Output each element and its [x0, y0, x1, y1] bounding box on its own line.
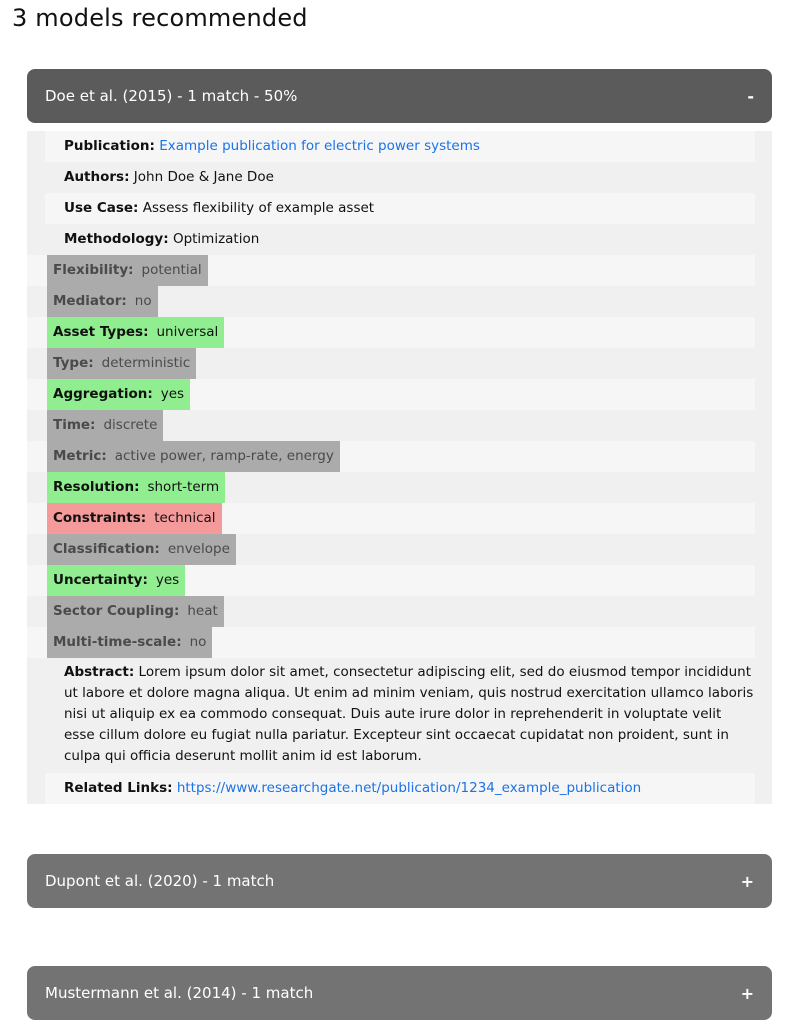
attribute-label: Aggregation:	[53, 386, 153, 402]
related-links-row	[45, 773, 755, 804]
attribute-value: potential	[141, 262, 202, 278]
attribute-row-asset-types	[27, 317, 755, 348]
model-title: Dupont et al. (2020) - 1 match	[45, 872, 275, 890]
attribute-tag	[47, 255, 208, 286]
attribute-value: discrete	[103, 417, 158, 433]
attribute-label: Flexibility:	[53, 262, 134, 278]
attribute-label: Type:	[53, 355, 94, 371]
model-accordion-header-dupont-2020[interactable]	[27, 854, 772, 908]
attribute-tag	[47, 441, 340, 472]
attribute-row-uncertainty	[27, 565, 755, 596]
authors-label: Authors:	[64, 169, 130, 185]
attribute-row-time	[27, 410, 755, 441]
attribute-row-flexibility	[27, 255, 755, 286]
attribute-value: yes	[160, 386, 185, 402]
attribute-value: heat	[187, 603, 218, 619]
model-accordion-header-mustermann-2014[interactable]	[27, 966, 772, 1020]
authors-value: John Doe & Jane Doe	[133, 169, 274, 185]
results-heading: 3 models recommended	[12, 4, 308, 32]
attribute-label: Mediator:	[53, 293, 127, 309]
attribute-row-type	[27, 348, 755, 379]
publication-row	[45, 131, 755, 162]
attribute-tag	[47, 379, 190, 410]
attribute-tag	[47, 627, 212, 658]
attribute-tag	[47, 596, 224, 627]
methodology-label: Methodology:	[64, 231, 169, 247]
attribute-row-constraints	[27, 503, 755, 534]
attribute-value: universal	[156, 324, 219, 340]
attribute-label: Classification:	[53, 541, 160, 557]
publication-link[interactable]: Example publication for electric power systems	[159, 138, 480, 154]
abstract-text: Lorem ipsum dolor sit amet, consectetur adipiscing elit, sed do eiusmod tempor incididunt ut labore et dolore magna aliqua. Ut enim ad minim veniam, quis nostrud exercitation ullamco laboris nisi ut aliquip ex ea commodo consequat. Duis aute irure dolor in reprehenderit in voluptate velit esse cillum dolore eu fugiat nulla pariatur. Excepteur sint occaecat cupidatat non proident, sunt in culpa qui officia deserunt mollit anim id est laborum.	[64, 664, 754, 764]
attribute-tag	[47, 286, 158, 317]
methodology-value: Optimization	[172, 231, 260, 247]
attribute-tag	[47, 410, 163, 441]
attribute-tag	[47, 348, 196, 379]
use-case-value: Assess flexibility of example asset	[142, 200, 375, 216]
attribute-label: Uncertainty:	[53, 572, 148, 588]
attribute-row-sector-coupling	[27, 596, 755, 627]
attribute-label: Multi-time-scale:	[53, 634, 182, 650]
attribute-value: yes	[155, 572, 180, 588]
model-title: Doe et al. (2015) - 1 match - 50%	[45, 87, 298, 105]
related-link[interactable]: https://www.researchgate.net/publication/1234_example_publication	[176, 780, 642, 796]
model-accordion-header-doe-2015[interactable]	[27, 69, 772, 123]
attribute-label: Constraints:	[53, 510, 147, 526]
attribute-row-metric	[27, 441, 755, 472]
attribute-value: deterministic	[101, 355, 191, 371]
expand-icon[interactable]: +	[740, 871, 754, 891]
model-details-panel	[27, 131, 772, 804]
collapse-icon[interactable]: -	[747, 86, 754, 106]
attribute-value: no	[134, 293, 152, 309]
model-title: Mustermann et al. (2014) - 1 match	[45, 984, 314, 1002]
attribute-row-classification	[27, 534, 755, 565]
attribute-row-aggregation	[27, 379, 755, 410]
attribute-value: short-term	[147, 479, 220, 495]
attribute-label: Asset Types:	[53, 324, 149, 340]
attribute-row-multi-time-scale	[27, 627, 755, 658]
attribute-value: active power, ramp-rate, energy	[114, 448, 334, 464]
publication-label: Publication:	[64, 138, 155, 154]
abstract-block	[64, 662, 754, 767]
attribute-value: no	[189, 634, 207, 650]
related-links-label: Related Links:	[64, 780, 173, 796]
attribute-label: Sector Coupling:	[53, 603, 180, 619]
attribute-value: technical	[154, 510, 216, 526]
attribute-value: envelope	[167, 541, 230, 557]
attribute-label: Resolution:	[53, 479, 140, 495]
attribute-label: Time:	[53, 417, 96, 433]
abstract-label: Abstract:	[64, 664, 135, 680]
expand-icon[interactable]: +	[740, 983, 754, 1003]
attribute-row-mediator	[27, 286, 755, 317]
use-case-label: Use Case:	[64, 200, 139, 216]
attribute-label: Metric:	[53, 448, 107, 464]
attribute-tag	[47, 503, 222, 534]
attribute-row-resolution	[27, 472, 755, 503]
use-case-row	[45, 193, 755, 224]
attribute-tag	[47, 317, 224, 348]
attribute-tag	[47, 534, 236, 565]
attribute-tag	[47, 472, 225, 503]
authors-row	[45, 162, 755, 193]
methodology-row	[45, 224, 755, 255]
attribute-tag	[47, 565, 185, 596]
